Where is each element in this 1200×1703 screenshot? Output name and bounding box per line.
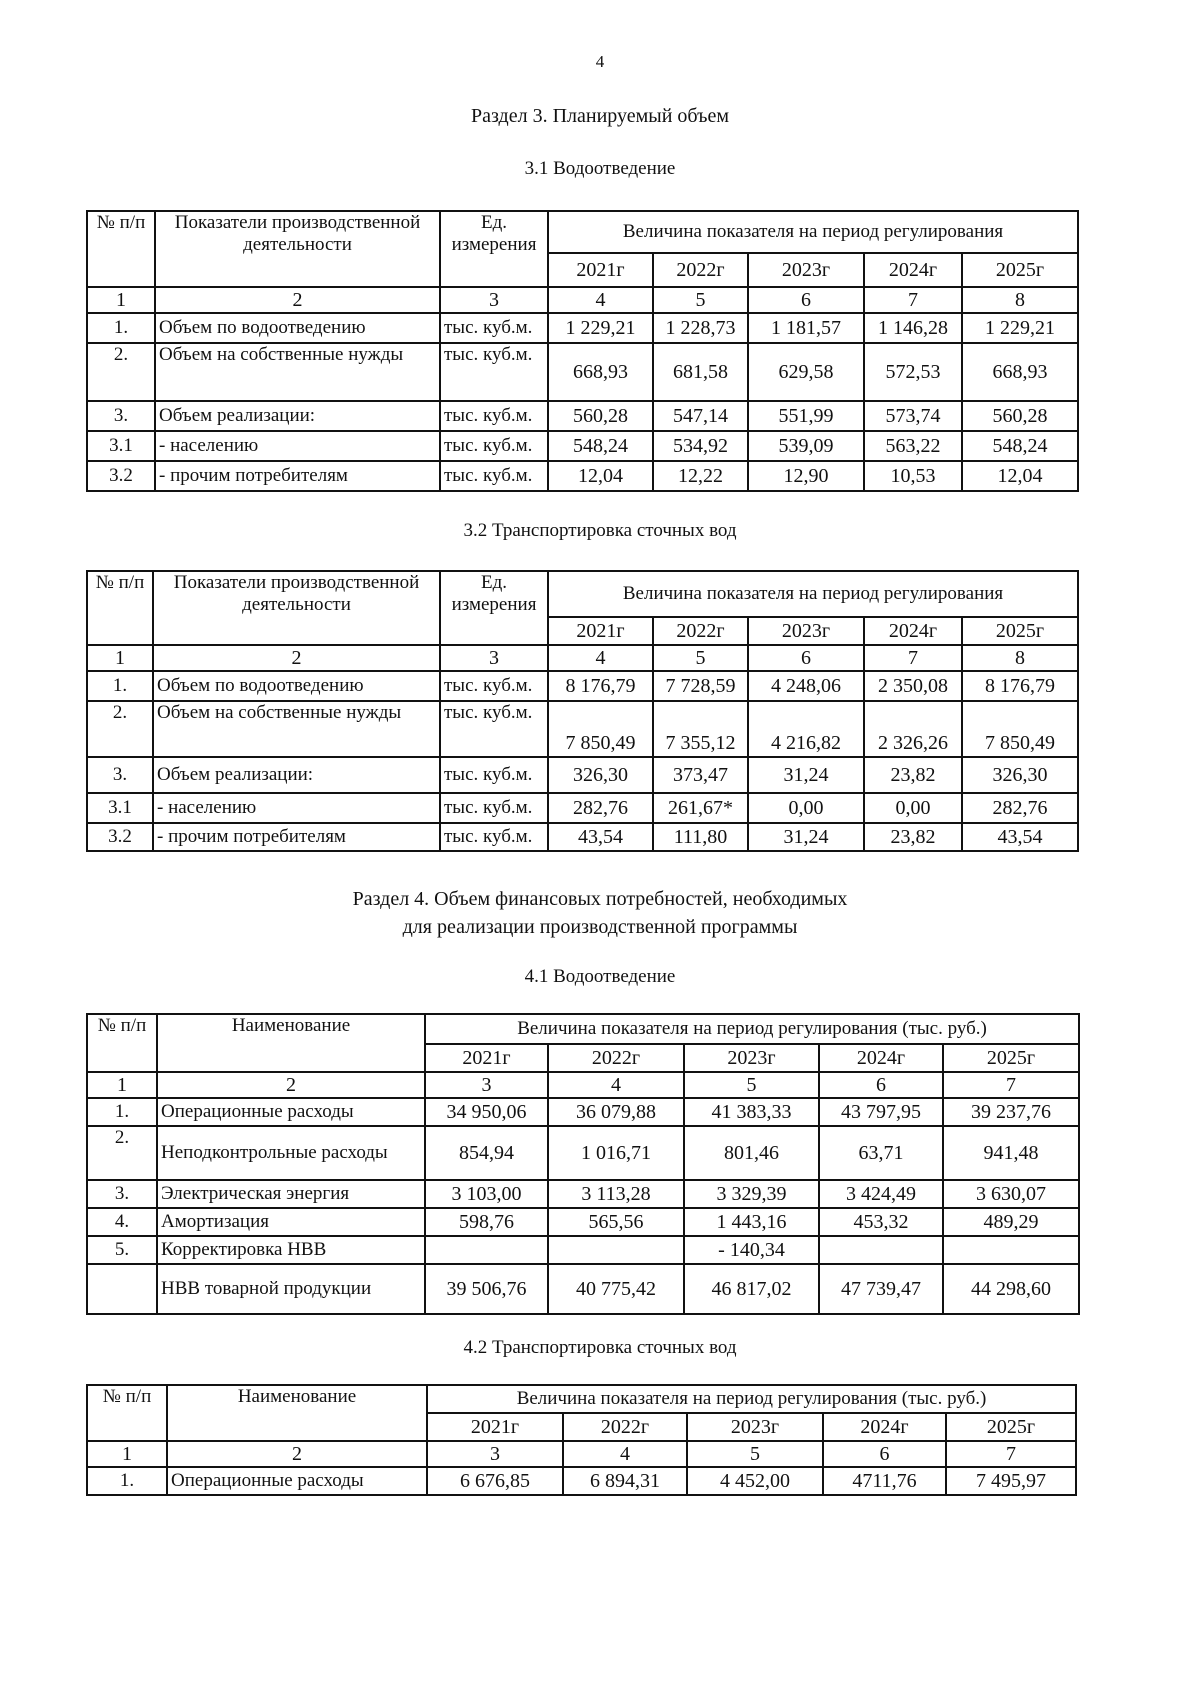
table-row xyxy=(87,757,1078,793)
row-number: 1. xyxy=(87,671,153,701)
row-value: 8 176,79 xyxy=(962,671,1078,701)
header-name: Наименование xyxy=(157,1014,425,1072)
row-value: 43,54 xyxy=(548,823,653,851)
header-year: 2021г xyxy=(425,1044,548,1072)
row-name: НВВ товарной продукции xyxy=(157,1264,425,1314)
column-number: 2 xyxy=(153,645,440,671)
row-value: 548,24 xyxy=(548,431,653,461)
row-number: 2. xyxy=(87,1126,157,1180)
table-row xyxy=(87,313,1078,343)
column-number: 3 xyxy=(427,1441,563,1467)
column-number: 1 xyxy=(87,1072,157,1098)
header-period-group: Величина показателя на период регулирования (тыс. руб.) xyxy=(425,1014,1079,1044)
column-number: 5 xyxy=(653,287,748,313)
row-number xyxy=(87,1264,157,1314)
row-number: 1. xyxy=(87,1098,157,1126)
column-number: 3 xyxy=(425,1072,548,1098)
page-number: 4 xyxy=(595,52,605,71)
row-number: 3.1 xyxy=(87,431,155,461)
row-value: 1 443,16 xyxy=(684,1208,819,1236)
row-number: 3.1 xyxy=(87,793,153,823)
row-value xyxy=(425,1236,548,1264)
row-value: 547,14 xyxy=(653,401,748,431)
row-name: Объем по водоотведению xyxy=(153,671,440,701)
column-number: 6 xyxy=(748,287,864,313)
row-number: 2. xyxy=(87,343,155,401)
header-year: 2024г xyxy=(819,1044,943,1072)
row-value: 261,67* xyxy=(653,793,748,823)
header-indicator: Показатели производственной деятельности xyxy=(155,211,440,287)
row-value: 573,74 xyxy=(864,401,962,431)
row-number: 3. xyxy=(87,757,153,793)
header-year: 2021г xyxy=(548,253,653,287)
header-year: 2022г xyxy=(548,1044,684,1072)
row-number: 3.2 xyxy=(87,823,153,851)
row-value: 7 495,97 xyxy=(946,1467,1076,1495)
column-number: 7 xyxy=(943,1072,1079,1098)
column-number: 4 xyxy=(563,1441,687,1467)
column-number: 5 xyxy=(687,1441,823,1467)
row-value: 1 229,21 xyxy=(962,313,1078,343)
table32-title: 3.2 Транспортировка сточных вод xyxy=(463,520,737,541)
row-unit: тыс. куб.м. xyxy=(440,701,548,757)
section4-title-line2: для реализации производственной программы xyxy=(402,916,798,938)
table-row xyxy=(87,671,1078,701)
table-row xyxy=(87,1236,1079,1264)
column-number: 5 xyxy=(653,645,748,671)
column-number: 1 xyxy=(87,1441,167,1467)
column-number: 8 xyxy=(962,645,1078,671)
header-year: 2023г xyxy=(748,617,864,645)
header-num: № п/п xyxy=(87,1014,157,1072)
row-value: 12,04 xyxy=(962,461,1078,491)
row-value: 801,46 xyxy=(684,1126,819,1180)
table-row xyxy=(87,1264,1079,1314)
header-unit: Ед. измерения xyxy=(440,571,548,645)
row-value: 36 079,88 xyxy=(548,1098,684,1126)
row-value: 629,58 xyxy=(748,343,864,401)
section4-title-line1: Раздел 4. Объем финансовых потребностей, необходимых xyxy=(352,888,848,910)
column-number: 4 xyxy=(548,287,653,313)
row-value: 534,92 xyxy=(653,431,748,461)
row-value: 63,71 xyxy=(819,1126,943,1180)
row-name: Корректировка НВВ xyxy=(157,1236,425,1264)
column-number: 4 xyxy=(548,645,653,671)
header-year: 2025г xyxy=(943,1044,1079,1072)
row-value: 681,58 xyxy=(653,343,748,401)
row-unit: тыс. куб.м. xyxy=(440,343,548,401)
table-row xyxy=(87,343,1078,401)
row-value: 2 350,08 xyxy=(864,671,962,701)
row-value: 31,24 xyxy=(748,823,864,851)
table-4-2 xyxy=(86,1384,1077,1496)
row-number: 4. xyxy=(87,1208,157,1236)
table-row xyxy=(87,1180,1079,1208)
row-value: 23,82 xyxy=(864,757,962,793)
row-number: 2. xyxy=(87,701,153,757)
row-value: 326,30 xyxy=(962,757,1078,793)
row-value: 12,04 xyxy=(548,461,653,491)
row-value: 282,76 xyxy=(962,793,1078,823)
row-value: 453,32 xyxy=(819,1208,943,1236)
header-year: 2022г xyxy=(563,1413,687,1441)
row-value: 10,53 xyxy=(864,461,962,491)
row-name: Объем реализации: xyxy=(155,401,440,431)
row-value: 489,29 xyxy=(943,1208,1079,1236)
header-year: 2021г xyxy=(548,617,653,645)
row-name: Неподконтрольные расходы xyxy=(157,1126,425,1180)
row-value xyxy=(548,1236,684,1264)
column-number: 3 xyxy=(440,645,548,671)
row-value: 8 176,79 xyxy=(548,671,653,701)
row-unit: тыс. куб.м. xyxy=(440,401,548,431)
table-row xyxy=(87,793,1078,823)
row-value: 7 355,12 xyxy=(653,701,748,757)
header-year: 2021г xyxy=(427,1413,563,1441)
column-number: 3 xyxy=(440,287,548,313)
row-name: - прочим потребителям xyxy=(155,461,440,491)
row-value: 572,53 xyxy=(864,343,962,401)
row-value: 7 728,59 xyxy=(653,671,748,701)
row-value: 0,00 xyxy=(864,793,962,823)
section3-title: Раздел 3. Планируемый объем xyxy=(471,105,729,127)
row-value: 44 298,60 xyxy=(943,1264,1079,1314)
row-value: 3 630,07 xyxy=(943,1180,1079,1208)
table-row xyxy=(87,1208,1079,1236)
row-name: Амортизация xyxy=(157,1208,425,1236)
row-name: Объем реализации: xyxy=(153,757,440,793)
row-value: 47 739,47 xyxy=(819,1264,943,1314)
row-number: 5. xyxy=(87,1236,157,1264)
row-value: 111,80 xyxy=(653,823,748,851)
row-value: 668,93 xyxy=(962,343,1078,401)
row-unit: тыс. куб.м. xyxy=(440,757,548,793)
row-value: 6 676,85 xyxy=(427,1467,563,1495)
row-unit: тыс. куб.м. xyxy=(440,823,548,851)
row-unit: тыс. куб.м. xyxy=(440,793,548,823)
header-year: 2023г xyxy=(684,1044,819,1072)
header-period-group: Величина показателя на период регулирования xyxy=(548,571,1078,617)
row-value: 7 850,49 xyxy=(548,701,653,757)
header-unit: Ед. измерения xyxy=(440,211,548,287)
row-value: 2 326,26 xyxy=(864,701,962,757)
header-period-group: Величина показателя на период регулирования xyxy=(548,211,1078,253)
row-number: 1. xyxy=(87,313,155,343)
header-year: 2024г xyxy=(864,253,962,287)
column-number: 1 xyxy=(87,287,155,313)
row-name: Электрическая энергия xyxy=(157,1180,425,1208)
row-value: 4 216,82 xyxy=(748,701,864,757)
row-unit: тыс. куб.м. xyxy=(440,431,548,461)
row-value: 43 797,95 xyxy=(819,1098,943,1126)
header-year: 2023г xyxy=(748,253,864,287)
row-value: 3 103,00 xyxy=(425,1180,548,1208)
row-value: 1 016,71 xyxy=(548,1126,684,1180)
row-value: 12,90 xyxy=(748,461,864,491)
row-name: Объем на собственные нужды xyxy=(153,701,440,757)
row-value: 6 894,31 xyxy=(563,1467,687,1495)
row-value: 3 424,49 xyxy=(819,1180,943,1208)
row-value: 0,00 xyxy=(748,793,864,823)
header-indicator: Показатели производственной деятельности xyxy=(153,571,440,645)
row-value: 46 817,02 xyxy=(684,1264,819,1314)
row-value: 565,56 xyxy=(548,1208,684,1236)
table-row xyxy=(87,461,1078,491)
row-number: 3. xyxy=(87,1180,157,1208)
row-value: 43,54 xyxy=(962,823,1078,851)
table-row xyxy=(87,823,1078,851)
row-value: 668,93 xyxy=(548,343,653,401)
row-number: 3. xyxy=(87,401,155,431)
table41-title: 4.1 Водоотведение xyxy=(524,966,676,987)
row-value: - 140,34 xyxy=(684,1236,819,1264)
header-num: № п/п xyxy=(87,571,153,645)
row-value: 598,76 xyxy=(425,1208,548,1236)
row-number: 1. xyxy=(87,1467,167,1495)
row-value: 560,28 xyxy=(548,401,653,431)
row-value: 7 850,49 xyxy=(962,701,1078,757)
header-year: 2025г xyxy=(962,253,1078,287)
table-row xyxy=(87,1098,1079,1126)
row-value: 3 329,39 xyxy=(684,1180,819,1208)
row-value: 539,09 xyxy=(748,431,864,461)
table-3-1 xyxy=(86,210,1079,492)
row-value: 3 113,28 xyxy=(548,1180,684,1208)
row-value: 12,22 xyxy=(653,461,748,491)
column-number: 7 xyxy=(864,645,962,671)
header-year: 2024г xyxy=(823,1413,946,1441)
row-name: Операционные расходы xyxy=(167,1467,427,1495)
header-period-group: Величина показателя на период регулирования (тыс. руб.) xyxy=(427,1385,1076,1413)
row-value: 4 248,06 xyxy=(748,671,864,701)
column-number: 8 xyxy=(962,287,1078,313)
row-value: 548,24 xyxy=(962,431,1078,461)
header-name: Наименование xyxy=(167,1385,427,1441)
row-value: 4711,76 xyxy=(823,1467,946,1495)
column-number: 2 xyxy=(155,287,440,313)
column-number: 5 xyxy=(684,1072,819,1098)
column-number: 2 xyxy=(157,1072,425,1098)
column-number: 6 xyxy=(819,1072,943,1098)
row-value: 4 452,00 xyxy=(687,1467,823,1495)
header-year: 2022г xyxy=(653,617,748,645)
row-value: 34 950,06 xyxy=(425,1098,548,1126)
row-value: 39 506,76 xyxy=(425,1264,548,1314)
row-value: 941,48 xyxy=(943,1126,1079,1180)
column-number: 7 xyxy=(864,287,962,313)
row-value: 282,76 xyxy=(548,793,653,823)
row-value: 560,28 xyxy=(962,401,1078,431)
table-row xyxy=(87,1467,1076,1495)
table42-title: 4.2 Транспортировка сточных вод xyxy=(463,1337,737,1358)
column-number: 1 xyxy=(87,645,153,671)
header-num: № п/п xyxy=(87,1385,167,1441)
header-year: 2023г xyxy=(687,1413,823,1441)
row-name: Объем по водоотведению xyxy=(155,313,440,343)
column-number: 7 xyxy=(946,1441,1076,1467)
row-value: 40 775,42 xyxy=(548,1264,684,1314)
row-name: - населению xyxy=(155,431,440,461)
header-year: 2022г xyxy=(653,253,748,287)
row-name: Операционные расходы xyxy=(157,1098,425,1126)
row-name: - населению xyxy=(153,793,440,823)
row-value: 854,94 xyxy=(425,1126,548,1180)
table-row xyxy=(87,431,1078,461)
column-number: 6 xyxy=(748,645,864,671)
row-number: 3.2 xyxy=(87,461,155,491)
table-row xyxy=(87,401,1078,431)
row-name: - прочим потребителям xyxy=(153,823,440,851)
row-value: 1 229,21 xyxy=(548,313,653,343)
row-value xyxy=(943,1236,1079,1264)
header-year: 2025г xyxy=(962,617,1078,645)
row-unit: тыс. куб.м. xyxy=(440,461,548,491)
header-num: № п/п xyxy=(87,211,155,287)
column-number: 4 xyxy=(548,1072,684,1098)
header-year: 2024г xyxy=(864,617,962,645)
row-unit: тыс. куб.м. xyxy=(440,313,548,343)
table-row xyxy=(87,701,1078,757)
header-year: 2025г xyxy=(946,1413,1076,1441)
row-value: 563,22 xyxy=(864,431,962,461)
row-value: 1 146,28 xyxy=(864,313,962,343)
row-value: 23,82 xyxy=(864,823,962,851)
table-3-2 xyxy=(86,570,1079,852)
table-4-1 xyxy=(86,1013,1080,1315)
table31-title: 3.1 Водоотведение xyxy=(524,158,676,179)
column-number: 2 xyxy=(167,1441,427,1467)
row-value: 39 237,76 xyxy=(943,1098,1079,1126)
column-number: 6 xyxy=(823,1441,946,1467)
row-value: 41 383,33 xyxy=(684,1098,819,1126)
table-row xyxy=(87,1126,1079,1180)
row-value: 31,24 xyxy=(748,757,864,793)
row-name: Объем на собственные нужды xyxy=(155,343,440,401)
row-unit: тыс. куб.м. xyxy=(440,671,548,701)
row-value: 1 228,73 xyxy=(653,313,748,343)
row-value: 1 181,57 xyxy=(748,313,864,343)
row-value: 326,30 xyxy=(548,757,653,793)
row-value: 373,47 xyxy=(653,757,748,793)
row-value xyxy=(819,1236,943,1264)
row-value: 551,99 xyxy=(748,401,864,431)
